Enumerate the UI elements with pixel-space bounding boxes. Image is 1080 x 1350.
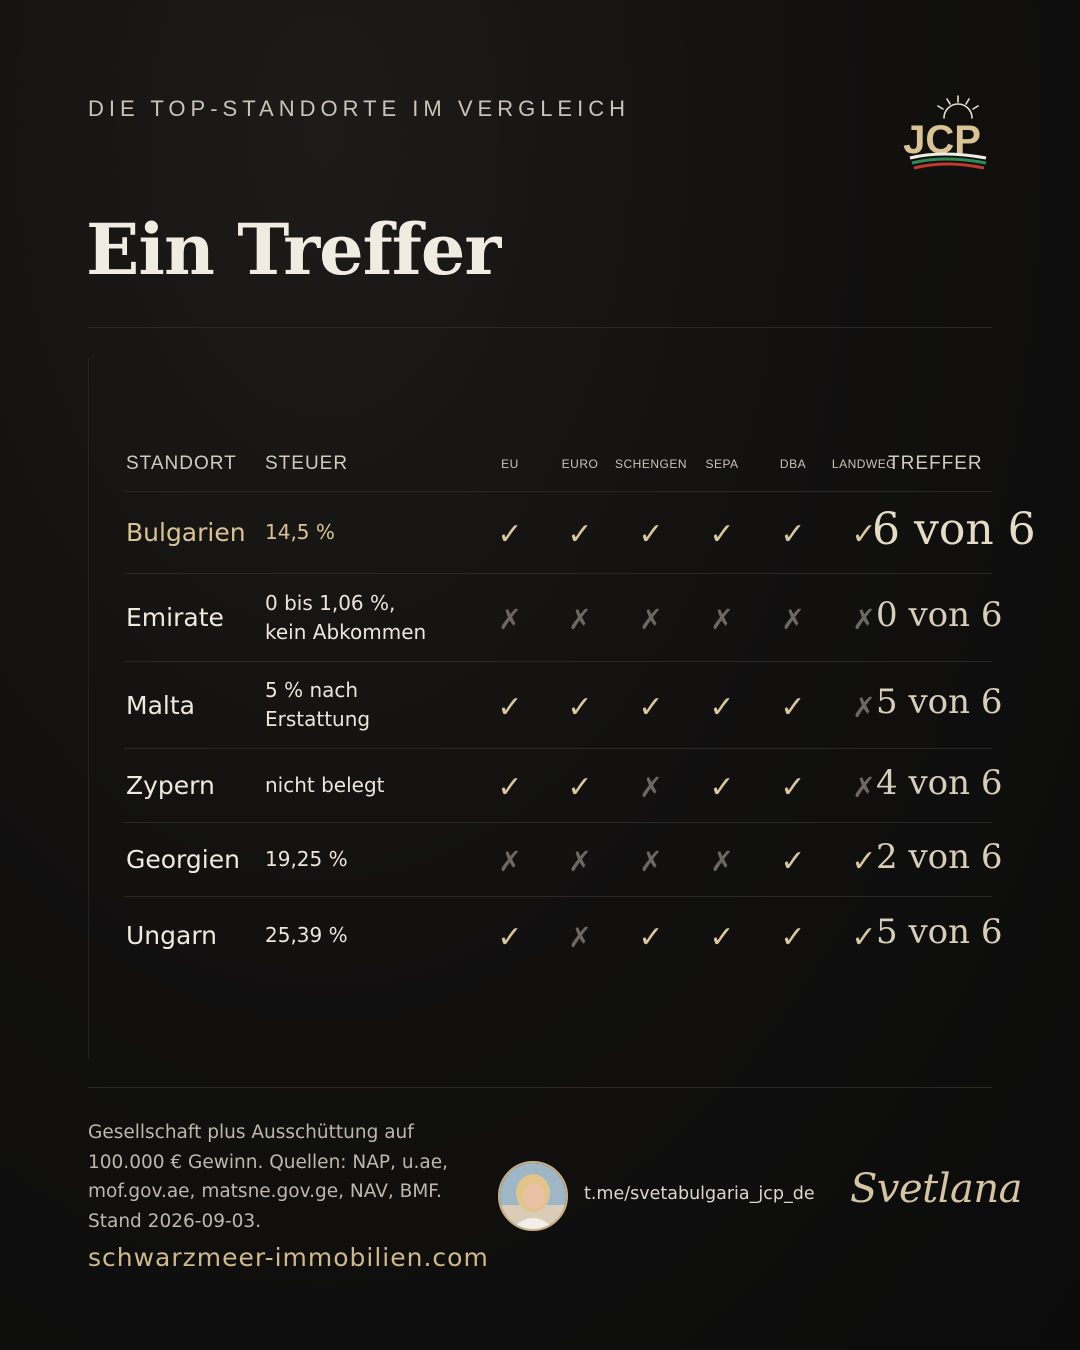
portrait-avatar-icon <box>500 1163 566 1229</box>
check-icon: ✓ <box>497 770 523 805</box>
col-header-sepa: SEPA <box>705 456 739 471</box>
jcp-logo <box>892 92 992 178</box>
tax-rate <box>265 492 335 573</box>
cross-icon: ✗ <box>781 603 805 636</box>
table-row-emirate <box>124 574 1003 662</box>
logo-text: JCP <box>903 118 981 162</box>
cross-icon: ✗ <box>568 845 592 878</box>
check-icon: ✓ <box>567 770 593 805</box>
tax-line: Erstattung <box>265 707 371 731</box>
cross-icon: ✗ <box>710 603 734 636</box>
cross-icon: ✗ <box>710 845 734 878</box>
cross-icon: ✗ <box>639 603 663 636</box>
tax-line: 14,5 % <box>265 520 335 544</box>
table-row-zypern <box>124 749 1003 823</box>
check-icon: ✓ <box>497 919 523 955</box>
check-icon: ✓ <box>638 689 664 725</box>
cross-icon: ✗ <box>498 845 522 878</box>
score-value: 0 von 6 <box>876 594 1003 635</box>
check-icon: ✓ <box>567 689 593 725</box>
check-icon: ✓ <box>709 770 735 805</box>
country-name: Ungarn <box>126 920 218 950</box>
check-icon: ✓ <box>567 517 593 552</box>
table-header <box>124 436 992 492</box>
check-icon: ✓ <box>780 689 806 725</box>
telegram-link[interactable]: t.me/svetabulgaria_jcp_de <box>584 1184 815 1204</box>
tax-line: nicht belegt <box>265 773 385 797</box>
tax-rate <box>265 823 348 896</box>
tax-line: 5 % nach <box>265 678 359 702</box>
cross-icon: ✗ <box>498 603 522 636</box>
check-icon: ✓ <box>638 919 664 955</box>
tax-line: 25,39 % <box>265 922 348 947</box>
check-icon: ✓ <box>851 919 877 955</box>
divider-top <box>88 327 992 328</box>
avatar <box>498 1161 568 1231</box>
score-value: 2 von 6 <box>876 836 1003 877</box>
page-title: Ein Treffer <box>86 208 501 291</box>
check-icon: ✓ <box>851 517 877 552</box>
tax-rate <box>265 662 370 748</box>
check-icon: ✓ <box>638 517 664 552</box>
col-header-dba: DBA <box>779 456 807 471</box>
score-value: 4 von 6 <box>876 762 1003 803</box>
sun-waves-logo-icon <box>892 92 992 178</box>
score-value: 5 von 6 <box>876 682 1003 722</box>
col-header-landweg: LANDWEG <box>831 456 897 471</box>
col-header-euro: EURO <box>561 456 599 471</box>
tax-rate <box>265 749 385 822</box>
country-name: Malta <box>126 690 195 720</box>
tax-rate <box>265 574 426 661</box>
check-icon: ✓ <box>709 517 735 552</box>
website-link[interactable]: schwarzmeer-immobilien.com <box>88 1243 489 1272</box>
col-header-treffer: TREFFER <box>888 452 983 474</box>
cross-icon: ✗ <box>639 771 663 804</box>
country-name: Zypern <box>126 771 215 800</box>
score-value: 6 von 6 <box>872 504 1036 555</box>
tax-line: 0 bis 1,06 %, <box>265 590 396 615</box>
score-value: 5 von 6 <box>876 912 1003 952</box>
cross-icon: ✗ <box>568 603 592 636</box>
col-header-schengen: SCHENGEN <box>614 456 687 471</box>
table-row-malta <box>124 662 1003 749</box>
check-icon: ✓ <box>780 770 806 805</box>
tax-line: 19,25 % <box>265 847 348 871</box>
comparison-table <box>124 436 1036 973</box>
cross-icon: ✗ <box>568 920 592 954</box>
cross-icon: ✗ <box>852 771 876 804</box>
check-icon: ✓ <box>709 689 735 725</box>
country-name: Georgien <box>126 845 240 874</box>
vertical-accent-line <box>88 358 89 1058</box>
check-icon: ✓ <box>780 844 806 879</box>
country-name: Emirate <box>126 603 224 632</box>
table-row-bulgarien <box>124 492 1036 574</box>
check-icon: ✓ <box>497 689 523 725</box>
cross-icon: ✗ <box>639 845 663 878</box>
col-header-eu: EU <box>501 456 519 471</box>
divider-bottom <box>88 1087 992 1088</box>
tax-rate <box>265 897 348 973</box>
check-icon: ✓ <box>780 517 806 552</box>
cross-icon: ✗ <box>852 603 876 636</box>
signature: Svetlana <box>850 1166 1022 1212</box>
check-icon: ✓ <box>780 919 806 955</box>
check-icon: ✓ <box>851 844 877 879</box>
col-header-steuer: STEUER <box>265 452 349 474</box>
country-name: Bulgarien <box>126 518 246 547</box>
cross-icon: ✗ <box>852 690 876 724</box>
table-row-georgien <box>124 823 1003 897</box>
source-note: Gesellschaft plus Ausschüttung auf 100.000 € Gewinn. Quellen: NAP, u.ae, mof.gov.ae, matsne.gov.ge, NAV, BMF. Stand 2026-09-03. <box>88 1122 449 1232</box>
eyebrow-heading: DIE TOP-STANDORTE IM VERGLEICH <box>88 96 630 121</box>
check-icon: ✓ <box>709 919 735 955</box>
table-row-ungarn <box>124 897 1003 973</box>
tax-line: kein Abkommen <box>265 619 427 644</box>
col-header-standort: STANDORT <box>126 452 237 474</box>
check-icon: ✓ <box>497 517 523 552</box>
